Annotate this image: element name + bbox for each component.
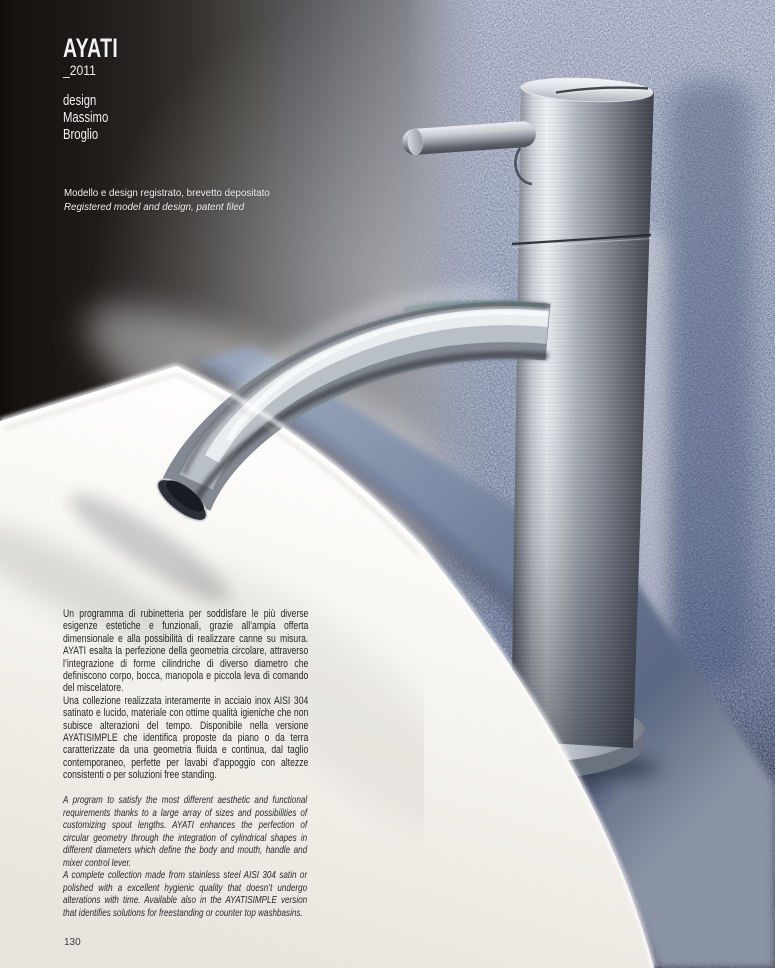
faucet-body	[511, 86, 654, 748]
registration-note-italian: Modello e design registrato, brevetto depositato	[64, 187, 270, 199]
body-text-english	[63, 795, 307, 920]
body-italian-paragraph-1: Un programma di rubinetteria per soddisfare le più diverse esigenze estetiche e funzionali, grazie all’ampia offerta dimensionale e alla possibilità di realizzare canne su misura. AYATI esalta la perfezione della geometria circolare, attraverso l’integrazione di forme cilindriche di diverso diametro che definiscono corpo, bocca, manopola e piccola leva di comando del miscelatore.	[63, 608, 309, 695]
page-number: 130	[64, 936, 81, 948]
page-title: AYATI	[63, 33, 119, 63]
registration-note-english: Registered model and design, patent filed	[64, 201, 245, 214]
faucet-wall-shadow	[668, 80, 752, 680]
body-english-paragraph-1: A program to satisfy the most different aesthetic and functional requirements thanks to a large array of sizes and possibilities of customizing spout lengths. AYATI enhances the perfection of circular geometry through the integration of cylindrical shapes in different diameters which define the body and mouth, handle and mixer control lever.	[63, 795, 308, 869]
designer-first-name: Massimo	[63, 110, 109, 126]
registration-note	[64, 186, 270, 214]
body-italian-paragraph-2: Una collezione realizzata interamente in acciaio inox AISI 304 satinato e lucido, materiale con ottime qualità igieniche che non subisce alterazioni del tempo. Disponibile nella versione AYATISIMPLE che identifica proposte da piano o da terra caratterizzate da una geometria fluida e continua, dal taglio contemporaneo, perfette per lavabi d’appoggio con altezze consistenti o per soluzioni free standing.	[63, 694, 309, 782]
collection-year: _2011	[63, 63, 96, 78]
body-english-paragraph-2: A complete collection made from stainless steel AISI 304 satin or polished with a excellent hygienic quality that doesn’t undergo alterations with time. Available also in the AYATISIMPLE version that identifies solutions for freestanding or counter top washbasins.	[63, 870, 308, 919]
designer-credit	[63, 93, 108, 144]
body-text-italian	[63, 608, 308, 782]
designer-last-name: Broglio	[63, 127, 99, 143]
design-label: design	[63, 93, 97, 109]
